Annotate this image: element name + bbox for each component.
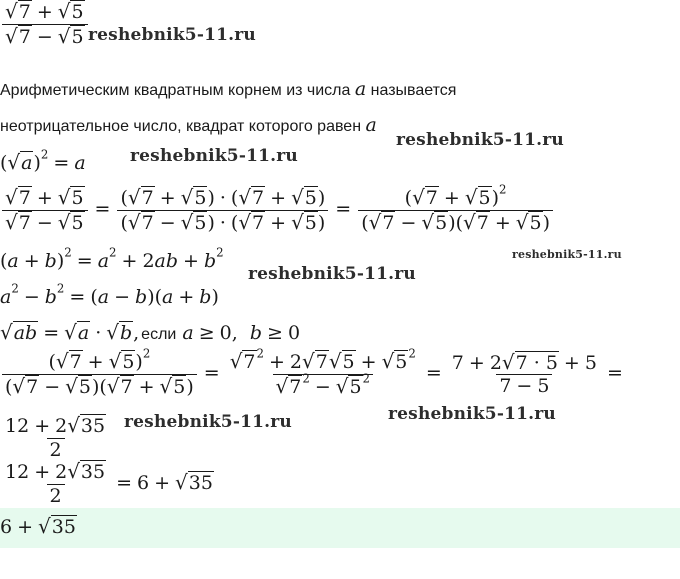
watermark: reshebnik5-11.ru: [396, 130, 564, 150]
answer: 6 + √35: [0, 514, 76, 538]
step-simplified: $\frac{12 + 2√35}{2}$: [5, 413, 106, 461]
watermark: reshebnik5-11.ru: [388, 404, 556, 424]
definition-line-2: неотрицательное число, квадрат которого равен a: [0, 114, 377, 136]
definition-line-1: Арифметическим квадратным корнем из числа a называется: [0, 78, 457, 100]
formula-square-of-sum: $(a + b)^2 = a^2 + 2ab + b^2$: [0, 245, 224, 272]
step-conjugate: $\frac{√7 + √5}{√7 - √5}$ = $\frac{(√7 + √5) \cdot (√7 + √5)}{(√7 - √5) \cdot (√7 + √5)}$ = $\frac{(√7 + √5)^2}{(√7 - √5)(√7 + √5)}$: [0, 186, 555, 235]
answer-box: [0, 508, 680, 548]
step-final: $\frac{12 + 2√35}{2}$ = 6 + √35: [5, 459, 213, 507]
problem-fraction: $\frac{√7 + √5}{√7 - √5}$: [0, 0, 90, 49]
formula-sqrt-squared: $(√a)^2 = a$: [0, 147, 86, 174]
watermark: reshebnik5-11.ru: [512, 248, 622, 261]
watermark: reshebnik5-11.ru: [130, 146, 298, 166]
watermark: reshebnik5-11.ru: [88, 25, 256, 45]
formula-difference-of-squares: $a^2 - b^2 = (a - b)(a + b)$: [0, 281, 219, 308]
formula-sqrt-product: √ab = √a · √b, если a ≥ 0, b ≥ 0: [0, 320, 301, 344]
watermark: reshebnik5-11.ru: [124, 412, 292, 432]
watermark: reshebnik5-11.ru: [248, 264, 416, 284]
step-expansion: $\frac{(√7 + √5)^2}{(√7 - √5)(√7 + √5)}$ = $\frac{√7^2 + 2√7√5 + √5^2}{√7^2 - √5^2}$ = $\frac{7 + 2√7 \cdot 5 + 5}{7 - 5}$ =: [0, 350, 628, 399]
